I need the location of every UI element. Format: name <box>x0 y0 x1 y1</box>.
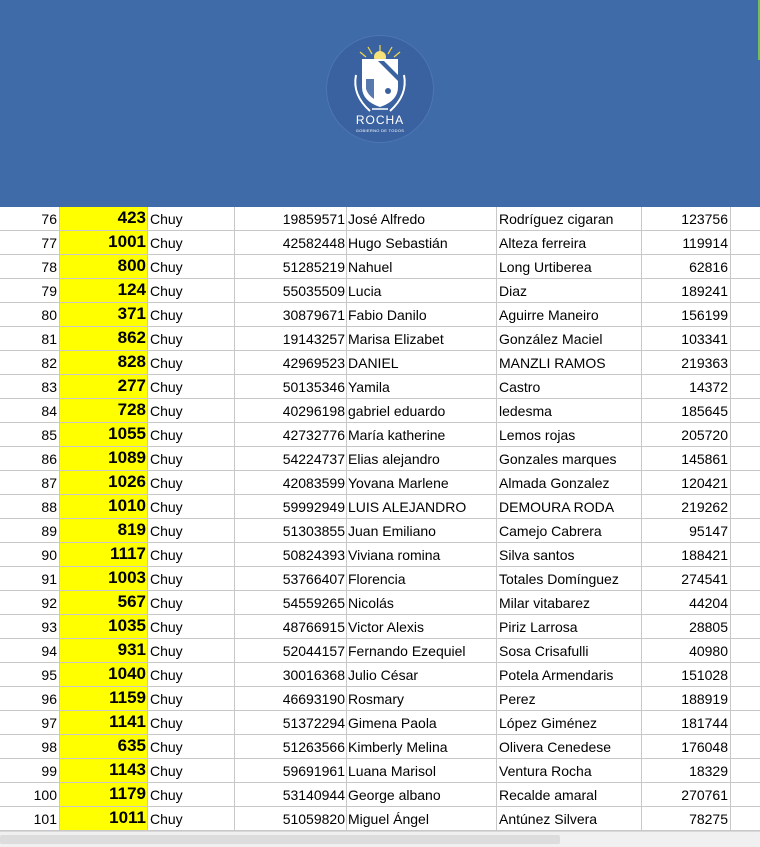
city-cell[interactable]: Chuy <box>148 447 235 471</box>
table-row <box>0 663 760 687</box>
value-cell[interactable]: 176048 <box>642 735 731 759</box>
value-cell[interactable]: 103341 <box>642 327 731 351</box>
row-index-cell[interactable]: 92 <box>0 591 60 615</box>
horizontal-scrollbar[interactable] <box>0 831 760 847</box>
first-name-cell[interactable]: Juan Emiliano <box>347 519 497 543</box>
surname-cell[interactable]: Alteza ferreira <box>497 231 642 255</box>
document-number-cell[interactable]: 50135346 <box>235 375 347 399</box>
document-number-cell[interactable]: 51059820 <box>235 807 347 831</box>
table-row <box>0 543 760 567</box>
surname-cell[interactable]: Olivera Cenedese <box>497 735 642 759</box>
highlighted-number-cell[interactable]: 862 <box>60 327 148 351</box>
table-row <box>0 423 760 447</box>
highlighted-number-cell[interactable]: 1040 <box>60 663 148 687</box>
surname-cell[interactable]: López Giménez <box>497 711 642 735</box>
document-number-cell[interactable]: 52044157 <box>235 639 347 663</box>
city-cell[interactable]: Chuy <box>148 639 235 663</box>
first-name-cell[interactable]: Victor Alexis <box>347 615 497 639</box>
surname-cell[interactable]: Sosa Crisafulli <box>497 639 642 663</box>
surname-cell[interactable]: Antúnez Silvera <box>497 807 642 831</box>
document-number-cell[interactable]: 19143257 <box>235 327 347 351</box>
row-index-cell[interactable]: 100 <box>0 783 60 807</box>
table-row <box>0 807 760 831</box>
value-cell[interactable]: 156199 <box>642 303 731 327</box>
document-number-cell[interactable]: 19859571 <box>235 207 347 231</box>
empty-cell[interactable] <box>731 735 760 759</box>
first-name-cell[interactable]: Elias alejandro <box>347 447 497 471</box>
document-number-cell[interactable]: 48766915 <box>235 615 347 639</box>
surname-cell[interactable]: Perez <box>497 687 642 711</box>
row-index-cell[interactable]: 81 <box>0 327 60 351</box>
surname-cell[interactable]: Diaz <box>497 279 642 303</box>
document-number-cell[interactable]: 40296198 <box>235 399 347 423</box>
first-name-cell[interactable]: Marisa Elizabet <box>347 327 497 351</box>
row-index-cell[interactable]: 97 <box>0 711 60 735</box>
highlighted-number-cell[interactable]: 1159 <box>60 687 148 711</box>
highlighted-number-cell[interactable]: 277 <box>60 375 148 399</box>
table-row <box>0 351 760 375</box>
first-name-cell[interactable]: María katherine <box>347 423 497 447</box>
surname-cell[interactable]: Ventura Rocha <box>497 759 642 783</box>
empty-cell[interactable] <box>731 351 760 375</box>
city-cell[interactable]: Chuy <box>148 471 235 495</box>
document-number-cell[interactable]: 54559265 <box>235 591 347 615</box>
city-cell[interactable]: Chuy <box>148 399 235 423</box>
document-number-cell[interactable]: 42582448 <box>235 231 347 255</box>
table-row <box>0 639 760 663</box>
first-name-cell[interactable]: Florencia <box>347 567 497 591</box>
empty-cell[interactable] <box>731 399 760 423</box>
value-cell[interactable]: 188919 <box>642 687 731 711</box>
value-cell[interactable]: 40980 <box>642 639 731 663</box>
document-number-cell[interactable]: 53140944 <box>235 783 347 807</box>
row-index-cell[interactable]: 83 <box>0 375 60 399</box>
empty-cell[interactable] <box>731 519 760 543</box>
first-name-cell[interactable]: Julio César <box>347 663 497 687</box>
highlighted-number-cell[interactable]: 1001 <box>60 231 148 255</box>
first-name-cell[interactable]: Gimena Paola <box>347 711 497 735</box>
city-cell[interactable]: Chuy <box>148 327 235 351</box>
highlighted-number-cell[interactable]: 1003 <box>60 567 148 591</box>
highlighted-number-cell[interactable]: 800 <box>60 255 148 279</box>
row-index-cell[interactable]: 95 <box>0 663 60 687</box>
row-index-cell[interactable]: 85 <box>0 423 60 447</box>
row-index-cell[interactable]: 88 <box>0 495 60 519</box>
first-name-cell[interactable]: George albano <box>347 783 497 807</box>
city-cell[interactable]: Chuy <box>148 519 235 543</box>
table-row <box>0 783 760 807</box>
first-name-cell[interactable]: Kimberly Melina <box>347 735 497 759</box>
table-row <box>0 759 760 783</box>
highlighted-number-cell[interactable]: 1055 <box>60 423 148 447</box>
highlighted-number-cell[interactable]: 567 <box>60 591 148 615</box>
value-cell[interactable]: 219363 <box>642 351 731 375</box>
logo-name: ROCHA <box>355 113 405 127</box>
row-index-cell[interactable]: 84 <box>0 399 60 423</box>
row-index-cell[interactable]: 86 <box>0 447 60 471</box>
highlighted-number-cell[interactable]: 1179 <box>60 783 148 807</box>
header-banner <box>0 0 760 207</box>
city-cell[interactable]: Chuy <box>148 567 235 591</box>
surname-cell[interactable]: Gonzales marques <box>497 447 642 471</box>
table-row <box>0 735 760 759</box>
value-cell[interactable]: 189241 <box>642 279 731 303</box>
value-cell[interactable]: 270761 <box>642 783 731 807</box>
table-row <box>0 327 760 351</box>
value-cell[interactable]: 123756 <box>642 207 731 231</box>
city-cell[interactable]: Chuy <box>148 279 235 303</box>
empty-cell[interactable] <box>731 447 760 471</box>
row-index-cell[interactable]: 93 <box>0 615 60 639</box>
row-index-cell[interactable]: 87 <box>0 471 60 495</box>
table-row <box>0 471 760 495</box>
first-name-cell[interactable]: Yamila <box>347 375 497 399</box>
highlighted-number-cell[interactable]: 931 <box>60 639 148 663</box>
value-cell[interactable]: 151028 <box>642 663 731 687</box>
value-cell[interactable]: 274541 <box>642 567 731 591</box>
highlighted-number-cell[interactable]: 819 <box>60 519 148 543</box>
row-index-cell[interactable]: 89 <box>0 519 60 543</box>
table-row <box>0 399 760 423</box>
table-row <box>0 279 760 303</box>
empty-cell[interactable] <box>731 279 760 303</box>
value-cell[interactable]: 44204 <box>642 591 731 615</box>
surname-cell[interactable]: González Maciel <box>497 327 642 351</box>
city-cell[interactable]: Chuy <box>148 687 235 711</box>
rocha-logo <box>326 35 434 143</box>
surname-cell[interactable]: ledesma <box>497 399 642 423</box>
highlighted-number-cell[interactable]: 728 <box>60 399 148 423</box>
first-name-cell[interactable]: Fernando Ezequiel <box>347 639 497 663</box>
first-name-cell[interactable]: Hugo Sebastián <box>347 231 497 255</box>
table-row <box>0 255 760 279</box>
empty-cell[interactable] <box>731 711 760 735</box>
document-number-cell[interactable]: 50824393 <box>235 543 347 567</box>
value-cell[interactable]: 78275 <box>642 807 731 831</box>
document-number-cell[interactable]: 51263566 <box>235 735 347 759</box>
row-index-cell[interactable]: 90 <box>0 543 60 567</box>
value-cell[interactable]: 219262 <box>642 495 731 519</box>
table-row <box>0 495 760 519</box>
empty-cell[interactable] <box>731 567 760 591</box>
city-cell[interactable]: Chuy <box>148 423 235 447</box>
first-name-cell[interactable]: gabriel eduardo <box>347 399 497 423</box>
highlighted-number-cell[interactable]: 1035 <box>60 615 148 639</box>
city-cell[interactable]: Chuy <box>148 759 235 783</box>
row-index-cell[interactable]: 98 <box>0 735 60 759</box>
first-name-cell[interactable]: Yovana Marlene <box>347 471 497 495</box>
highlighted-number-cell[interactable]: 1026 <box>60 471 148 495</box>
row-index-cell[interactable]: 101 <box>0 807 60 831</box>
empty-cell[interactable] <box>731 231 760 255</box>
first-name-cell[interactable]: Nicolás <box>347 591 497 615</box>
highlighted-number-cell[interactable]: 423 <box>60 207 148 231</box>
empty-cell[interactable] <box>731 423 760 447</box>
empty-cell[interactable] <box>731 471 760 495</box>
empty-cell[interactable] <box>731 615 760 639</box>
first-name-cell[interactable]: Luana Marisol <box>347 759 497 783</box>
table-row <box>0 615 760 639</box>
table-row <box>0 519 760 543</box>
surname-cell[interactable]: Long Urtiberea <box>497 255 642 279</box>
table-row <box>0 711 760 735</box>
document-number-cell[interactable]: 51285219 <box>235 255 347 279</box>
document-number-cell[interactable]: 59691961 <box>235 759 347 783</box>
first-name-cell[interactable]: DANIEL <box>347 351 497 375</box>
highlighted-number-cell[interactable]: 1011 <box>60 807 148 831</box>
city-cell[interactable]: Chuy <box>148 543 235 567</box>
surname-cell[interactable]: Almada Gonzalez <box>497 471 642 495</box>
row-index-cell[interactable]: 79 <box>0 279 60 303</box>
city-cell[interactable]: Chuy <box>148 495 235 519</box>
row-index-cell[interactable]: 80 <box>0 303 60 327</box>
city-cell[interactable]: Chuy <box>148 807 235 831</box>
value-cell[interactable]: 181744 <box>642 711 731 735</box>
city-cell[interactable]: Chuy <box>148 591 235 615</box>
highlighted-number-cell[interactable]: 1089 <box>60 447 148 471</box>
empty-cell[interactable] <box>731 759 760 783</box>
city-cell[interactable]: Chuy <box>148 231 235 255</box>
empty-cell[interactable] <box>731 207 760 231</box>
row-index-cell[interactable]: 96 <box>0 687 60 711</box>
first-name-cell[interactable]: Nahuel <box>347 255 497 279</box>
highlighted-number-cell[interactable]: 1010 <box>60 495 148 519</box>
city-cell[interactable]: Chuy <box>148 735 235 759</box>
value-cell[interactable]: 62816 <box>642 255 731 279</box>
first-name-cell[interactable]: Lucia <box>347 279 497 303</box>
empty-cell[interactable] <box>731 495 760 519</box>
row-index-cell[interactable]: 82 <box>0 351 60 375</box>
empty-cell[interactable] <box>731 807 760 831</box>
city-cell[interactable]: Chuy <box>148 207 235 231</box>
document-number-cell[interactable]: 42732776 <box>235 423 347 447</box>
empty-cell[interactable] <box>731 591 760 615</box>
empty-cell[interactable] <box>731 255 760 279</box>
value-cell[interactable]: 120421 <box>642 471 731 495</box>
scrollbar-thumb[interactable] <box>0 835 560 844</box>
document-number-cell[interactable]: 46693190 <box>235 687 347 711</box>
empty-cell[interactable] <box>731 663 760 687</box>
value-cell[interactable]: 28805 <box>642 615 731 639</box>
surname-cell[interactable]: Rodríguez cigaran <box>497 207 642 231</box>
first-name-cell[interactable]: José Alfredo <box>347 207 497 231</box>
value-cell[interactable]: 95147 <box>642 519 731 543</box>
table-row <box>0 687 760 711</box>
surname-cell[interactable]: Potela Armendaris <box>497 663 642 687</box>
value-cell[interactable]: 205720 <box>642 423 731 447</box>
surname-cell[interactable]: Totales Domínguez <box>497 567 642 591</box>
city-cell[interactable]: Chuy <box>148 783 235 807</box>
document-number-cell[interactable]: 53766407 <box>235 567 347 591</box>
city-cell[interactable]: Chuy <box>148 351 235 375</box>
document-number-cell[interactable]: 55035509 <box>235 279 347 303</box>
surname-cell[interactable]: DEMOURA RODA <box>497 495 642 519</box>
document-number-cell[interactable]: 51372294 <box>235 711 347 735</box>
highlighted-number-cell[interactable]: 1117 <box>60 543 148 567</box>
empty-cell[interactable] <box>731 375 760 399</box>
surname-cell[interactable]: Piriz Larrosa <box>497 615 642 639</box>
first-name-cell[interactable]: LUIS ALEJANDRO <box>347 495 497 519</box>
table-row <box>0 447 760 471</box>
surname-cell[interactable]: Recalde amaral <box>497 783 642 807</box>
row-index-cell[interactable]: 99 <box>0 759 60 783</box>
city-cell[interactable]: Chuy <box>148 615 235 639</box>
city-cell[interactable]: Chuy <box>148 303 235 327</box>
surname-cell[interactable]: Castro <box>497 375 642 399</box>
surname-cell[interactable]: Camejo Cabrera <box>497 519 642 543</box>
city-cell[interactable]: Chuy <box>148 711 235 735</box>
table-row <box>0 207 760 231</box>
city-cell[interactable]: Chuy <box>148 663 235 687</box>
highlighted-number-cell[interactable]: 1141 <box>60 711 148 735</box>
empty-cell[interactable] <box>731 543 760 567</box>
first-name-cell[interactable]: Miguel Ángel <box>347 807 497 831</box>
logo-tagline: GOBIERNO DE TODOS <box>355 128 405 133</box>
empty-cell[interactable] <box>731 303 760 327</box>
empty-cell[interactable] <box>731 783 760 807</box>
document-number-cell[interactable]: 30016368 <box>235 663 347 687</box>
document-number-cell[interactable]: 54224737 <box>235 447 347 471</box>
highlighted-number-cell[interactable]: 828 <box>60 351 148 375</box>
city-cell[interactable]: Chuy <box>148 375 235 399</box>
document-number-cell[interactable]: 30879671 <box>235 303 347 327</box>
value-cell[interactable]: 119914 <box>642 231 731 255</box>
highlighted-number-cell[interactable]: 371 <box>60 303 148 327</box>
row-index-cell[interactable]: 91 <box>0 567 60 591</box>
surname-cell[interactable]: MANZLI RAMOS <box>497 351 642 375</box>
document-number-cell[interactable]: 42083599 <box>235 471 347 495</box>
first-name-cell[interactable]: Rosmary <box>347 687 497 711</box>
table-row <box>0 231 760 255</box>
first-name-cell[interactable]: Fabio Danilo <box>347 303 497 327</box>
empty-cell[interactable] <box>731 687 760 711</box>
table-row <box>0 567 760 591</box>
row-index-cell[interactable]: 94 <box>0 639 60 663</box>
surname-cell[interactable]: Aguirre Maneiro <box>497 303 642 327</box>
row-index-cell[interactable]: 77 <box>0 231 60 255</box>
value-cell[interactable]: 185645 <box>642 399 731 423</box>
row-index-cell[interactable]: 78 <box>0 255 60 279</box>
first-name-cell[interactable]: Viviana romina <box>347 543 497 567</box>
city-cell[interactable]: Chuy <box>148 255 235 279</box>
value-cell[interactable]: 14372 <box>642 375 731 399</box>
table-row <box>0 591 760 615</box>
highlighted-number-cell[interactable]: 124 <box>60 279 148 303</box>
value-cell[interactable]: 18329 <box>642 759 731 783</box>
surname-cell[interactable]: Lemos rojas <box>497 423 642 447</box>
document-number-cell[interactable]: 51303855 <box>235 519 347 543</box>
table-row <box>0 375 760 399</box>
surname-cell[interactable]: Silva santos <box>497 543 642 567</box>
empty-cell[interactable] <box>731 639 760 663</box>
row-index-cell[interactable]: 76 <box>0 207 60 231</box>
highlighted-number-cell[interactable]: 635 <box>60 735 148 759</box>
value-cell[interactable]: 145861 <box>642 447 731 471</box>
empty-cell[interactable] <box>731 327 760 351</box>
document-number-cell[interactable]: 59992949 <box>235 495 347 519</box>
highlighted-number-cell[interactable]: 1143 <box>60 759 148 783</box>
document-number-cell[interactable]: 42969523 <box>235 351 347 375</box>
table-row <box>0 303 760 327</box>
surname-cell[interactable]: Milar vitabarez <box>497 591 642 615</box>
value-cell[interactable]: 188421 <box>642 543 731 567</box>
